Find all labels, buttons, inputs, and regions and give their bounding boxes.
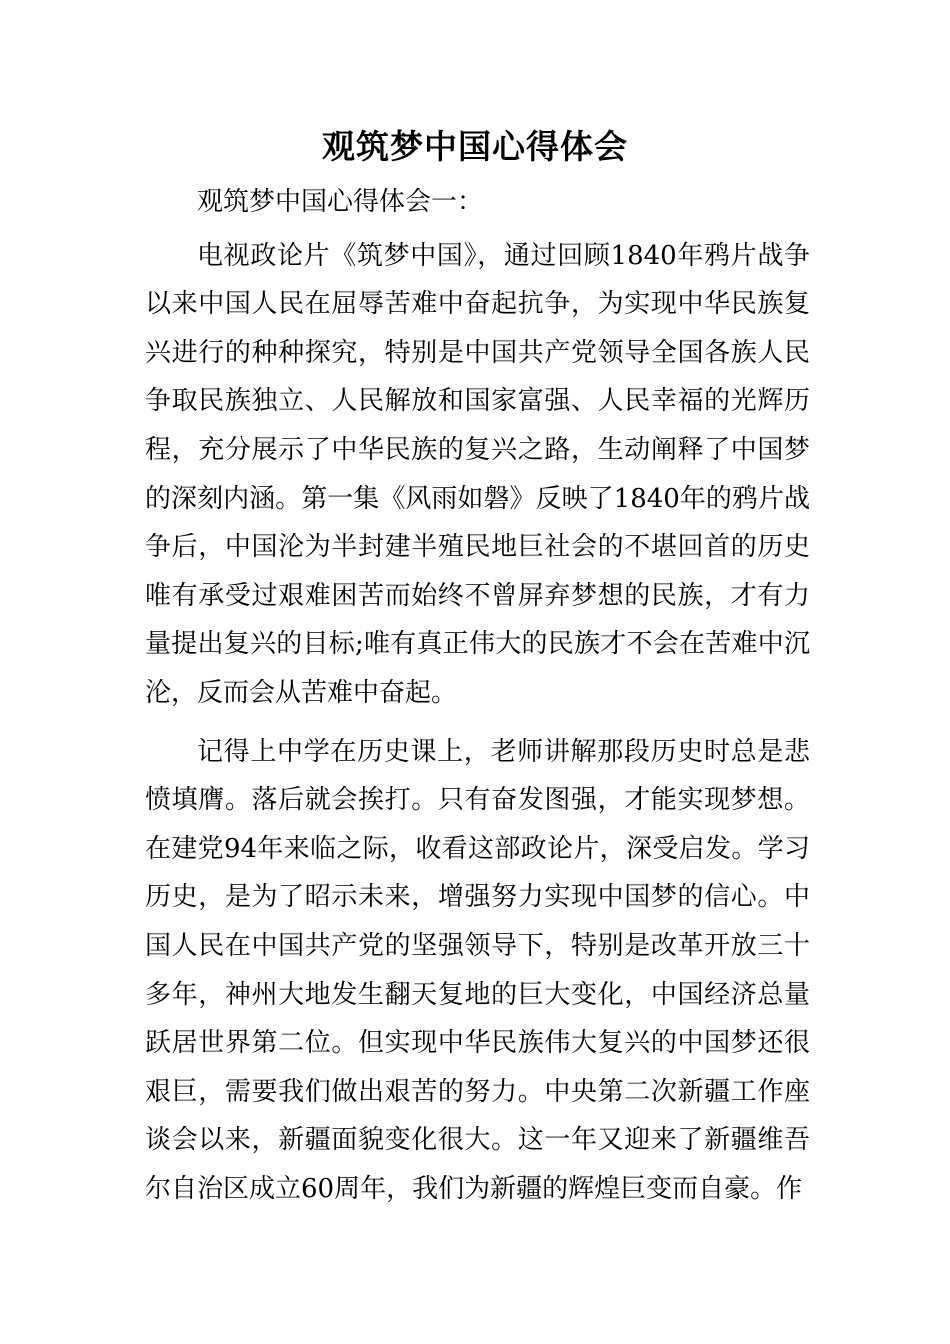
section-heading: 观筑梦中国心得体会一：	[197, 187, 484, 217]
document-body	[145, 178, 810, 1213]
paragraph-2: 记得上中学在历史课上，老师讲解那段历史时总是悲愤填膺。落后就会挨打。只有奋发图强，才能实现梦想。在建党94年来临之际，收看这部政论片，深受启发。学习历史，是为了昭示未来，增强努力实现中国梦的信心。中国人民在中国共产党的坚强领导下，特别是改革开放三十多年，神州大地发生翻天复地的巨大变化，中国经济总量跃居世界第二位。但实现中华民族伟大复兴的中国梦还很艰巨，需要我们做出艰苦的努力。中央第二次新疆工作座谈会以来，新疆面貌变化很大。这一年又迎来了新疆维吾尔自治区成立60周年，我们为新疆的辉煌巨变而自豪。作	[145, 736, 810, 1204]
paragraph-1: 电视政论片《筑梦中国》，通过回顾1840年鸦片战争以来中国人民在屈辱苦难中奋起抗争，为实现中华民族复兴进行的种种探究，特别是中国共产党领导全国各族人民争取民族独立、人民解放和国家富强、人民幸福的光辉历程，充分展示了中华民族的复兴之路，生动阐释了中国梦的深刻内涵。第一集《风雨如磐》反映了1840年的鸦片战争后，中国沦为半封建半殖民地巨社会的不堪回首的历史唯有承受过艰难困苦而始终不曾屏弃梦想的民族，才有力量提出复兴的目标;唯有真正伟大的民族才不会在苦难中沉沦，反而会从苦难中奋起。	[145, 240, 810, 708]
document-title: 观筑梦中国心得体会	[322, 127, 628, 166]
